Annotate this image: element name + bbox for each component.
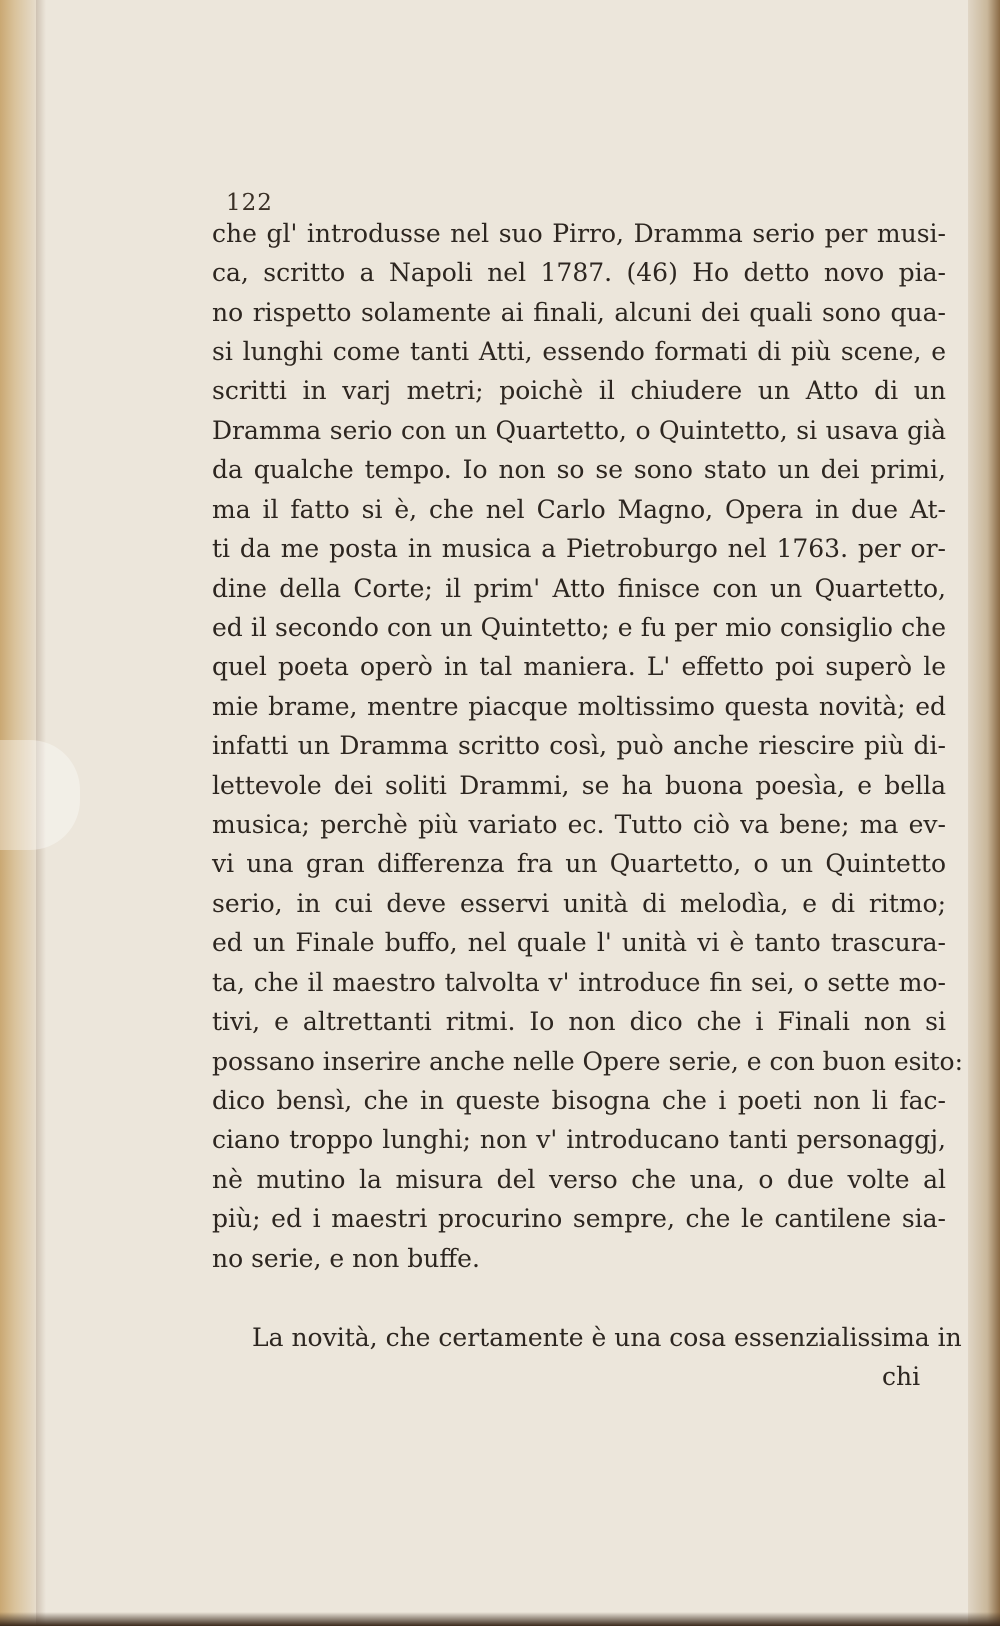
text-line: tivi, e altrettanti ritmi. Io non dico che i Finali non si — [212, 1007, 946, 1036]
text-line: nè mutino la misura del verso che una, o due volte al — [212, 1165, 946, 1194]
text-line: vi una gran differenza fra un Quartetto, o un Quintetto — [212, 849, 946, 878]
text-line: infatti un Dramma scritto così, può anche riescire più di- — [212, 731, 946, 760]
text-line: mie brame, mentre piacque moltissimo questa novità; ed — [212, 692, 946, 721]
text-line: no rispetto solamente ai finali, alcuni dei quali sono qua- — [212, 298, 946, 327]
text-line: possano inserire anche nelle Opere serie, e con buon esito: — [212, 1047, 963, 1076]
text-line: ed un Finale buffo, nel quale l' unità vi è tanto trascura- — [212, 928, 946, 957]
text-line: ca, scritto a Napoli nel 1787. (46) Ho detto novo pia- — [212, 258, 946, 287]
text-line: ta, che il maestro talvolta v' introduce fin sei, o sette mo- — [212, 968, 946, 997]
text-line: più; ed i maestri procurino sempre, che le cantilene sia- — [212, 1204, 946, 1233]
text-line: da qualche tempo. Io non so se sono stato un dei primi, — [212, 455, 946, 484]
text-line: dine della Corte; il prim' Atto finisce con un Quartetto, — [212, 574, 946, 603]
text-line: che gl' introdusse nel suo Pirro, Dramma serio per musi- — [212, 219, 946, 248]
text-line: serio, in cui deve esservi unità di melodìa, e di ritmo; — [212, 889, 946, 918]
page-tab-mark — [0, 740, 80, 850]
text-line: ti da me posta in musica a Pietroburgo nel 1763. per or- — [212, 534, 946, 563]
text-line: musica; perchè più variato ec. Tutto ciò va bene; ma ev- — [212, 810, 946, 839]
text-line: si lunghi come tanti Atti, essendo formati di più scene, e — [212, 337, 946, 366]
text-line: scritti in varj metri; poichè il chiudere un Atto di un — [212, 376, 946, 405]
text-line: Dramma serio con un Quartetto, o Quintetto, si usava già — [212, 416, 946, 445]
page-fore-edge — [968, 0, 1000, 1626]
catchword: chi — [882, 1362, 921, 1391]
page-number: 122 — [226, 190, 273, 216]
text-line: no serie, e non buffe. — [212, 1244, 480, 1273]
text-line: La novità, che certamente è una cosa essenzialissima in — [252, 1323, 962, 1352]
text-line: ciano troppo lunghi; non v' introducano tanti personaggj, — [212, 1125, 946, 1154]
text-line: quel poeta operò in tal maniera. L' effetto poi superò le — [212, 652, 946, 681]
page-bottom-edge — [0, 1612, 1000, 1626]
text-line: lettevole dei soliti Drammi, se ha buona poesìa, e bella — [212, 771, 946, 800]
text-line: dico bensì, che in queste bisogna che i poeti non li fac- — [212, 1086, 946, 1115]
text-line: ed il secondo con un Quintetto; e fu per mio consiglio che — [212, 613, 946, 642]
text-line: ma il fatto si è, che nel Carlo Magno, Opera in due At- — [212, 495, 946, 524]
